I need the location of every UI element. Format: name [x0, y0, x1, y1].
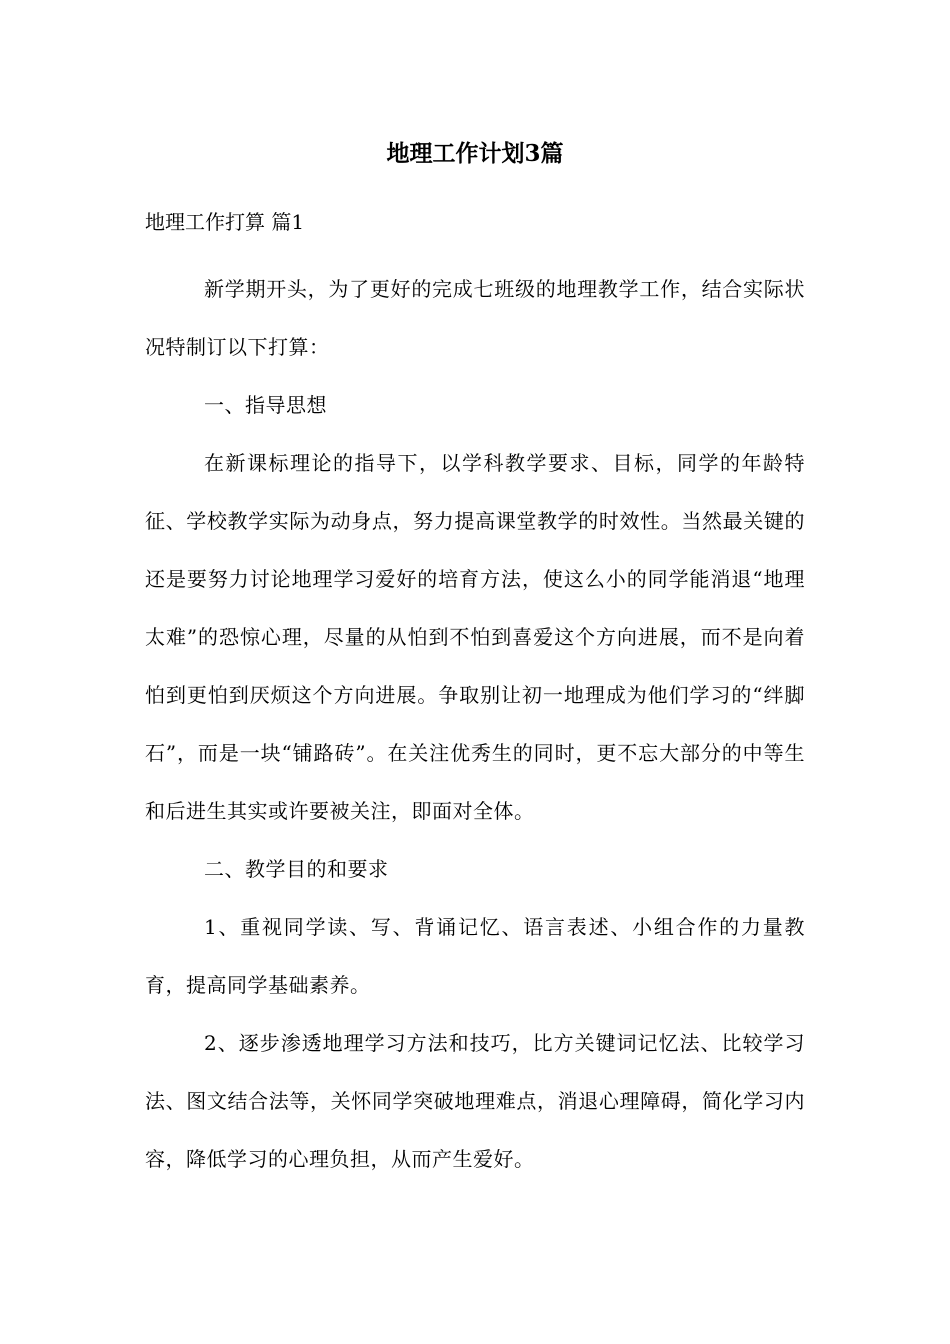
paragraph-goal-1: 1、重视同学读、写、背诵记忆、语言表述、小组合作的力量教育，提高同学基础素养。	[145, 915, 805, 997]
paragraph-goal-2: 2、逐步渗透地理学习方法和技巧，比方关键词记忆法、比较学习法、图文结合法等，关怀同学突破地理难点，消退心理障碍，简化学习内容，降低学习的心理负担，从而产生爱好。	[145, 1031, 805, 1171]
section-subtitle: 地理工作打算 篇1	[145, 210, 305, 234]
paragraph-guiding-thought: 在新课标理论的指导下，以学科教学要求、目标，同学的年龄特征、学校教学实际为动身点，努力提高课堂教学的时效性。当然最关键的还是要努力讨论地理学习爱好的培育方法，使这么小的同学能消退“地理太难”的恐惊心理，尽量的从怕到不怕到喜爱这个方向进展，而不是向着怕到更怕到厌烦这个方向进展。争取别让初一地理成为他们学习的“绊脚石”，而是一块“铺路砖”。在关注优秀生的同时，更不忘大部分的中等生和后进生其实或许要被关注，即面对全体。	[145, 451, 805, 823]
heading-guiding-thought: 一、指导思想	[204, 393, 327, 417]
heading-teaching-goals: 二、教学目的和要求	[204, 857, 389, 881]
document-body	[145, 260, 805, 1188]
document-title: 地理工作计划3篇	[386, 140, 564, 167]
paragraph-intro: 新学期开头，为了更好的完成七班级的地理教学工作，结合实际状况特制订以下打算：	[145, 277, 805, 359]
